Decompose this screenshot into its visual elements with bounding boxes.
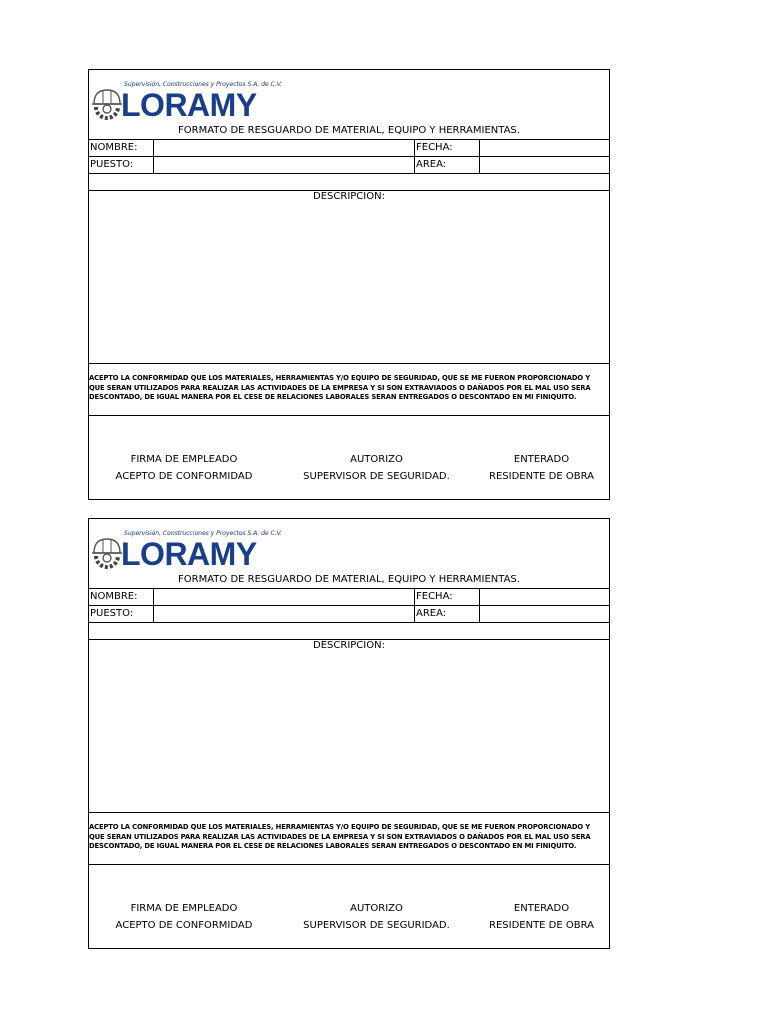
nombre-field[interactable]	[154, 589, 415, 605]
logo-name: LORAMY	[121, 536, 257, 572]
row-nombre-fecha	[89, 588, 609, 605]
logo-name: LORAMY	[121, 87, 257, 123]
puesto-label: PUESTO:	[89, 606, 154, 622]
signature-title: ENTERADO	[513, 903, 570, 914]
signature-title: FIRMA DE EMPLEADO	[130, 454, 238, 465]
signature-title: ENTERADO	[513, 454, 570, 465]
signature-title: AUTORIZO	[350, 903, 403, 914]
hardhat-gear-icon	[91, 533, 123, 571]
signature-subtitle: ACEPTO DE CONFORMIDAD	[115, 920, 253, 931]
agreement-text: ACEPTO LA CONFORMIDAD QUE LOS MATERIALES, HERRAMIENTAS Y/O EQUIPO DE SEGURIDAD, QUE SE ME FUERON PROPORCIONADO Y QUE SERAN UTILIZADOS PARA REALIZAR LAS ACTIVIDADES DE LA EMPRESA Y SI SON EXTRAVIADOS O DAÑADOS POR EL MAL USO SERA DESCONTADO, DE IGUAL MANERA POR EL CESE DE RELACIONES LABORALES SERAN ENTREGADOS O DESCONTADO EN MI FINIQUITO.	[89, 823, 591, 850]
signature-empleado[interactable]	[89, 451, 279, 485]
divider	[89, 363, 609, 364]
company-logo	[91, 525, 291, 575]
company-logo	[91, 76, 291, 126]
hardhat-gear-icon	[91, 84, 123, 122]
fecha-field[interactable]	[480, 140, 609, 156]
fecha-field[interactable]	[480, 589, 609, 605]
row-puesto-area	[89, 605, 609, 623]
signature-subtitle: RESIDENTE DE OBRA	[489, 920, 594, 931]
descripcion-label: DESCRIPCION:	[313, 640, 385, 651]
signature-subtitle: ACEPTO DE CONFORMIDAD	[115, 471, 253, 482]
row-puesto-area	[89, 156, 609, 174]
resguardo-form-1	[88, 69, 610, 500]
signature-title: AUTORIZO	[350, 454, 403, 465]
area-label: AREA:	[415, 157, 480, 173]
area-field[interactable]	[480, 157, 609, 173]
area-field[interactable]	[480, 606, 609, 622]
form-title: FORMATO DE RESGUARDO DE MATERIAL, EQUIPO Y HERRAMIENTAS.	[178, 125, 520, 136]
puesto-field[interactable]	[154, 606, 415, 622]
nombre-label: NOMBRE:	[89, 140, 154, 156]
descripcion-label: DESCRIPCION:	[313, 191, 385, 202]
signature-residente[interactable]	[474, 451, 609, 485]
resguardo-form-2	[88, 518, 610, 949]
signature-subtitle: SUPERVISOR DE SEGURIDAD.	[303, 920, 450, 931]
signature-subtitle: SUPERVISOR DE SEGURIDAD.	[303, 471, 450, 482]
row-nombre-fecha	[89, 139, 609, 156]
logo-tagline: Supervisión, Construcciones y Proyectos S.A. de C.V.	[124, 81, 282, 88]
signature-supervisor[interactable]	[289, 451, 464, 485]
fecha-label: FECHA:	[415, 589, 480, 605]
agreement-text: ACEPTO LA CONFORMIDAD QUE LOS MATERIALES, HERRAMIENTAS Y/O EQUIPO DE SEGURIDAD, QUE SE ME FUERON PROPORCIONADO Y QUE SERAN UTILIZADOS PARA REALIZAR LAS ACTIVIDADES DE LA EMPRESA Y SI SON EXTRAVIADOS O DAÑADOS POR EL MAL USO SERA DESCONTADO, DE IGUAL MANERA POR EL CESE DE RELACIONES LABORALES SERAN ENTREGADOS O DESCONTADO EN MI FINIQUITO.	[89, 374, 591, 401]
divider	[89, 812, 609, 813]
signature-subtitle: RESIDENTE DE OBRA	[489, 471, 594, 482]
puesto-label: PUESTO:	[89, 157, 154, 173]
signature-supervisor[interactable]	[289, 900, 464, 934]
fecha-label: FECHA:	[415, 140, 480, 156]
signature-residente[interactable]	[474, 900, 609, 934]
logo-tagline: Supervisión, Construcciones y Proyectos S.A. de C.V.	[124, 530, 282, 537]
puesto-field[interactable]	[154, 157, 415, 173]
nombre-label: NOMBRE:	[89, 589, 154, 605]
divider	[89, 415, 609, 416]
divider	[89, 864, 609, 865]
area-label: AREA:	[415, 606, 480, 622]
nombre-field[interactable]	[154, 140, 415, 156]
signature-empleado[interactable]	[89, 900, 279, 934]
signature-title: FIRMA DE EMPLEADO	[130, 903, 238, 914]
form-title: FORMATO DE RESGUARDO DE MATERIAL, EQUIPO Y HERRAMIENTAS.	[178, 574, 520, 585]
